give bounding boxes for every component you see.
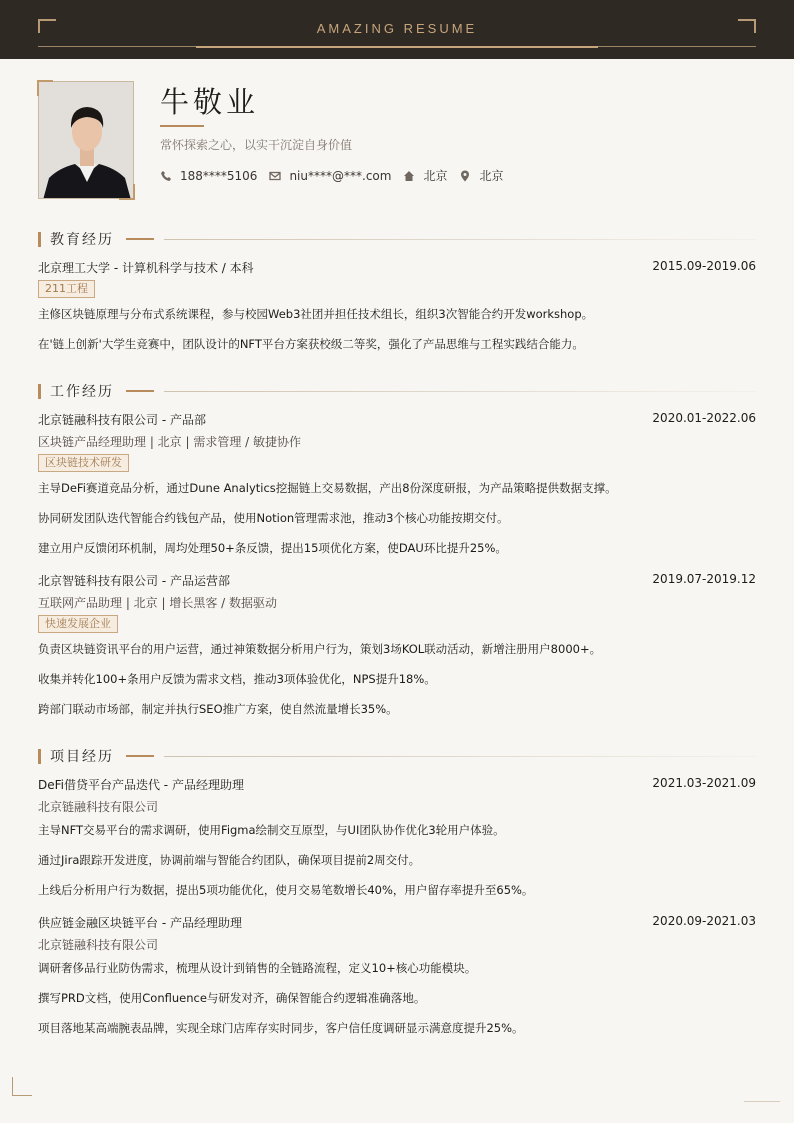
contact-location [459, 167, 503, 184]
entry-subtitle: 互联网产品助理 | 北京 | 增长黑客 / 数据驱动 [38, 596, 278, 610]
entry-detail: 调研奢侈品行业防伪需求，梳理从设计到销售的全链路流程，定义10+核心功能模块。 [38, 961, 477, 975]
entry-title: 供应链金融区块链平台 - 产品经理助理 [38, 916, 242, 930]
contact-phone [160, 169, 257, 183]
home-icon [403, 170, 415, 182]
title-accent [38, 384, 41, 399]
brand-title: AMAZING RESUME [316, 21, 478, 36]
motto: 常怀探索之心，以实干沉淀自身价值 [160, 138, 353, 152]
entry-detail: 主修区块链原理与分布式系统课程，参与校园Web3社团并担任技术组长，组织3次智能合约开发workshop。 [38, 307, 594, 321]
header-bar [0, 0, 794, 59]
entry-subtitle: 区块链产品经理助理 | 北京 | 需求管理 / 敏捷协作 [38, 435, 302, 449]
entry-tag: 211工程 [38, 280, 95, 298]
section-label: 项目经历 [50, 749, 114, 765]
entry-date: 2015.09-2019.06 [652, 259, 756, 273]
divider [196, 46, 598, 48]
entry-detail: 通过Jira跟踪开发进度，协调前端与智能合约团队，确保项目提前2周交付。 [38, 853, 421, 867]
entry-title: 北京理工大学 - 计算机科学与技术 / 本科 [38, 261, 254, 275]
corner-decoration [119, 184, 135, 200]
candidate-name: 牛敬业 [160, 85, 260, 119]
phone-text: 188****5106 [180, 168, 258, 183]
hometown-text: 北京 [423, 169, 448, 183]
project-entry-header [38, 776, 756, 793]
entry-detail: 收集并转化100+条用户反馈为需求文档，推动3项体验优化，NPS提升18%。 [38, 672, 436, 686]
title-line [164, 756, 756, 757]
entry-date: 2021.03-2021.09 [652, 776, 756, 790]
entry-detail: 建立用户反馈闭环机制，周均处理50+条反馈，提出15项优化方案，使DAU环比提升25%。 [38, 541, 507, 555]
title-dash [126, 390, 154, 392]
mail-icon [269, 170, 281, 182]
entry-title: 北京链融科技有限公司 - 产品部 [38, 413, 206, 427]
entry-tag: 快速发展企业 [38, 615, 118, 633]
contact-list [160, 167, 515, 184]
work-entry-header [38, 411, 756, 428]
entry-title: 北京智链科技有限公司 - 产品运营部 [38, 574, 230, 588]
location-text: 北京 [479, 169, 504, 183]
work-entry-header [38, 572, 756, 589]
title-accent [38, 232, 41, 247]
entry-detail: 负责区块链资讯平台的用户运营，通过神策数据分析用户行为，策划3场KOL联动活动，新增注册用户8000+。 [38, 642, 602, 656]
title-dash [126, 755, 154, 757]
entry-detail: 主导DeFi赛道竞品分析，通过Dune Analytics挖掘链上交易数据，产出8份深度研报，为产品策略提供数据支撑。 [38, 481, 617, 495]
entry-detail: 主导NFT交易平台的需求调研，使用Figma绘制交互原型，与UI团队协作优化3轮用户体验。 [38, 823, 505, 837]
project-entry-header [38, 914, 756, 931]
entry-subtitle: 北京链融科技有限公司 [38, 938, 159, 952]
entry-tag: 区块链技术研发 [38, 454, 129, 472]
section-projects-title [38, 747, 756, 765]
entry-subtitle: 北京链融科技有限公司 [38, 800, 159, 814]
corner-decoration [12, 1077, 32, 1096]
entry-title: DeFi借贷平台产品迭代 - 产品经理助理 [38, 778, 244, 792]
section-label: 教育经历 [50, 232, 114, 248]
phone-icon [160, 170, 172, 182]
title-accent [38, 749, 41, 764]
name-underline [160, 125, 204, 127]
corner-decoration [37, 80, 53, 96]
education-entry-header [38, 259, 756, 276]
title-dash [126, 238, 154, 240]
contact-email [269, 169, 391, 183]
contact-home [403, 167, 447, 184]
entry-detail: 撰写PRD文档，使用Confluence与研发对齐，确保智能合约逻辑准确落地。 [38, 991, 426, 1005]
divider [744, 1101, 780, 1102]
entry-detail: 在'链上创新'大学生竞赛中，团队设计的NFT平台方案获校级二等奖，强化了产品思维与工程实践结合能力。 [38, 337, 584, 351]
section-label: 工作经历 [50, 384, 114, 400]
section-work-title [38, 382, 756, 400]
section-education-title [38, 230, 756, 248]
email-text: niu****@***.com [289, 168, 392, 183]
entry-detail: 跨部门联动市场部，制定并执行SEO推广方案，使自然流量增长35%。 [38, 702, 398, 716]
entry-detail: 协同研发团队迭代智能合约钱包产品，使用Notion管理需求池，推动3个核心功能按期交付。 [38, 511, 509, 525]
entry-detail: 上线后分析用户行为数据，提出5项功能优化，使月交易笔数增长40%，用户留存率提升至65%。 [38, 883, 534, 897]
title-line [164, 391, 756, 392]
entry-detail: 项目落地某高端腕表品牌，实现全球门店库存实时同步，客户信任度调研显示满意度提升25%。 [38, 1021, 524, 1035]
title-line [164, 239, 756, 240]
entry-date: 2020.01-2022.06 [652, 411, 756, 425]
avatar-photo [38, 81, 134, 199]
entry-date: 2020.09-2021.03 [652, 914, 756, 928]
location-icon [459, 170, 471, 182]
avatar [38, 81, 134, 199]
entry-date: 2019.07-2019.12 [652, 572, 756, 586]
